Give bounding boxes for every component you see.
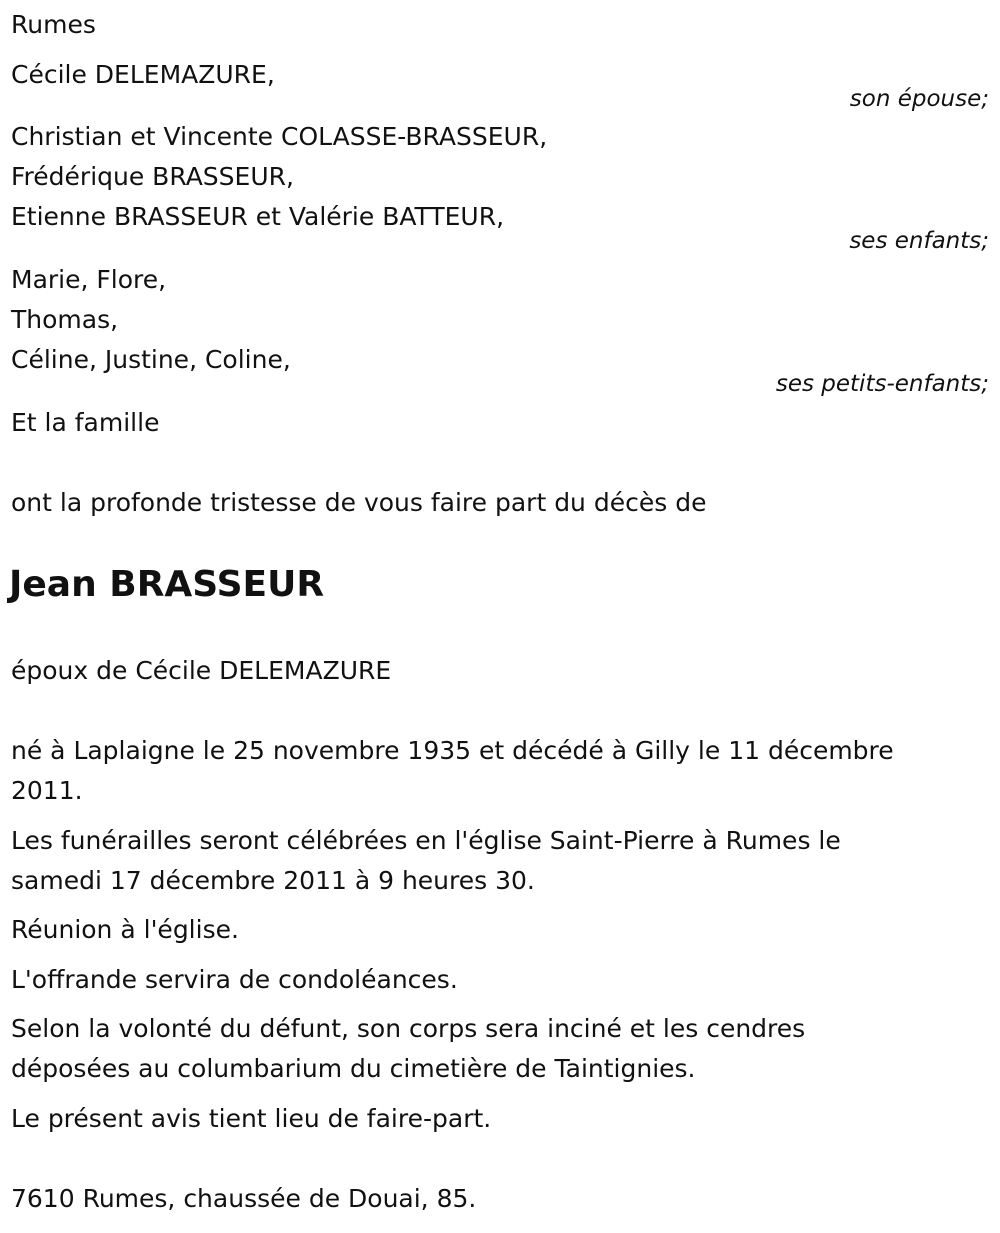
child-name: Christian et Vincente COLASSE-BRASSEUR, (11, 122, 548, 151)
family-line: Et la famille (11, 408, 160, 437)
notice-line: Le présent avis tient lieu de faire-part. (11, 1104, 492, 1133)
child-name: Etienne BRASSEUR et Valérie BATTEUR, (11, 202, 505, 231)
birth-death-line: 2011. (11, 776, 83, 805)
relation-line: époux de Cécile DELEMAZURE (11, 656, 392, 685)
grandchild-name: Marie, Flore, (11, 265, 167, 294)
grandchild-name: Céline, Justine, Coline, (11, 345, 291, 374)
cremation-line: déposées au columbarium du cimetière de Taintignies. (11, 1054, 696, 1083)
meeting-line: Réunion à l'église. (11, 915, 239, 944)
birth-death-line: né à Laplaigne le 25 novembre 1935 et décédé à Gilly le 11 décembre (11, 736, 894, 765)
address: 7610 Rumes, chaussée de Douai, 85. (11, 1184, 477, 1213)
announcement: ont la profonde tristesse de vous faire part du décès de (11, 488, 707, 517)
spouse-name: Cécile DELEMAZURE, (11, 60, 275, 89)
grandchildren-role: ses petits-enfants; (775, 371, 989, 397)
child-name: Frédérique BRASSEUR, (11, 162, 294, 191)
funeral-line: samedi 17 décembre 2011 à 9 heures 30. (11, 866, 535, 895)
children-role: ses enfants; (849, 228, 989, 254)
cremation-line: Selon la volonté du défunt, son corps sera inciné et les cendres (11, 1014, 806, 1043)
grandchild-name: Thomas, (11, 305, 119, 334)
town: Rumes (11, 10, 96, 39)
funeral-line: Les funérailles seront célébrées en l'église Saint-Pierre à Rumes le (11, 826, 841, 855)
deceased-name: Jean BRASSEUR (9, 564, 325, 605)
offering-line: L'offrande servira de condoléances. (11, 965, 458, 994)
spouse-role: son épouse; (849, 86, 989, 112)
